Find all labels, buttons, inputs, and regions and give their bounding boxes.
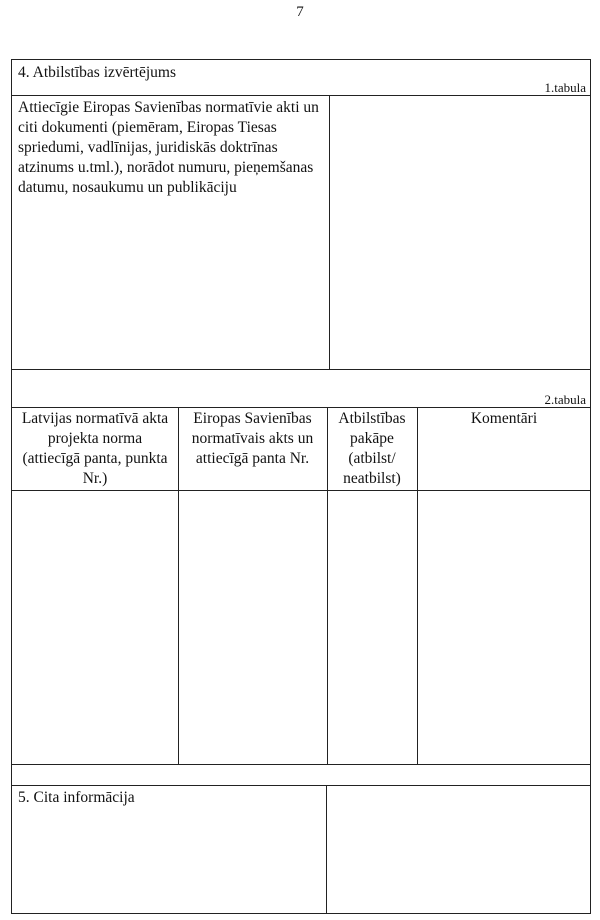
table2-label: 2.tabula	[544, 392, 586, 407]
section5-top-border	[11, 785, 591, 786]
frame-top-border	[11, 59, 591, 60]
section5-title: 5. Cita informācija	[18, 789, 135, 806]
table1-top-border	[11, 95, 591, 96]
table1-left-cell: Attiecīgie Eiropas Savienības normatīvie akti un citi dokumenti (piemēram, Eiropas Tiesas spriedumi, vadlīnijas, juridiskās doktrīnas atzinums u.tml.), norādot numuru, pieņemšanas datumu, nosaukumu un publikāciju	[18, 99, 319, 196]
table2-header-comments: Komentāri	[470, 410, 538, 427]
section4-title: 4. Atbilstības izvērtējums	[18, 64, 176, 81]
table1-bottom-border	[11, 369, 591, 370]
section5-column-divider	[326, 785, 327, 913]
table2-header-compliance: Atbilstības pakāpe (atbilst/ neatbilst)	[338, 410, 406, 487]
table2-header-bottom-border	[11, 490, 591, 491]
table2-top-border	[11, 407, 591, 408]
table2-bottom-border	[11, 764, 591, 765]
table2-header-latvian-norm: Latvijas normatīvā akta projekta norma (attiecīgā panta, punkta Nr.)	[21, 410, 169, 487]
table2-column-divider-1	[178, 407, 179, 764]
page-number: 7	[296, 4, 304, 20]
table2-column-divider-2	[327, 407, 328, 764]
table1-column-divider	[329, 95, 330, 369]
table1-label: 1.tabula	[544, 80, 586, 95]
frame-bottom-border	[11, 913, 591, 914]
table2-column-divider-3	[417, 407, 418, 764]
table2-header-eu-act: Eiropas Savienības normatīvais akts un attiecīgā panta Nr.	[191, 410, 314, 467]
